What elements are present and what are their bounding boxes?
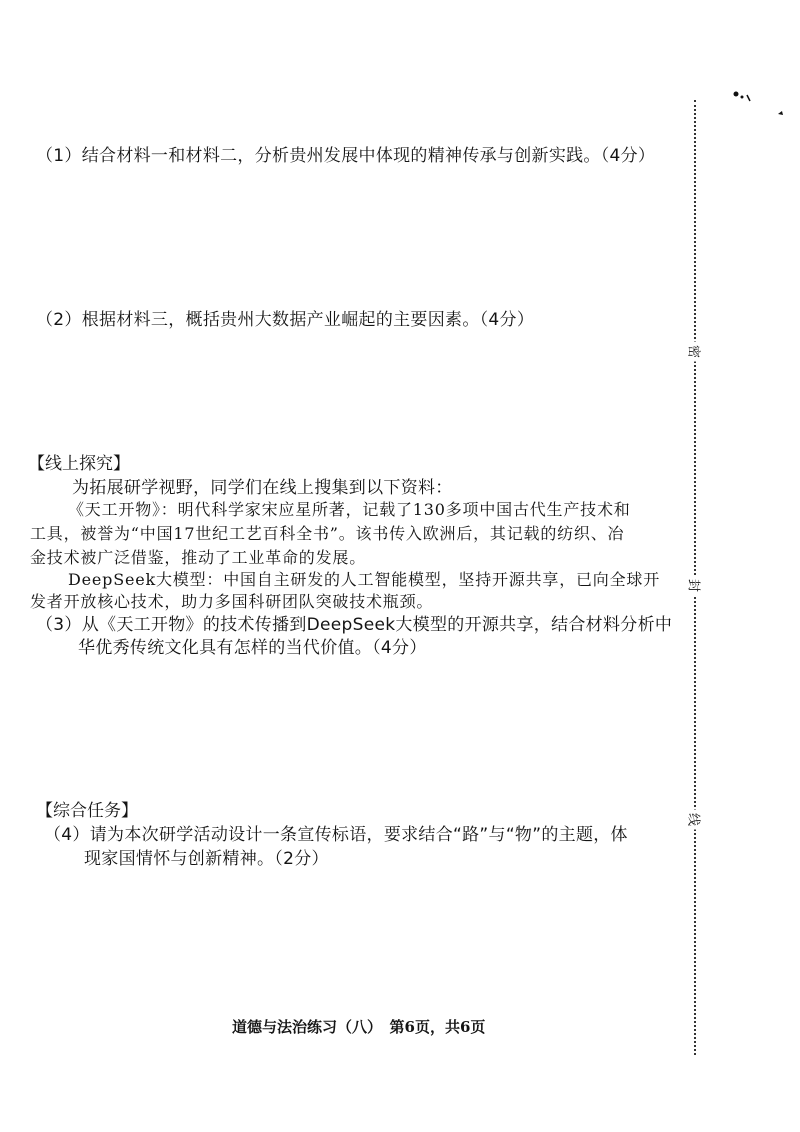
- online-section-intro: 为拓展研学视野，同学们在线上搜集到以下资料：: [72, 478, 453, 498]
- material-2-line-1: DeepSeek大模型：中国自主研发的人工智能模型，坚持开源共享，已向全球开: [68, 570, 661, 589]
- question-3-line-1: （3）从《天工开物》的技术传播到DeepSeek大模型的开源共享，结合材料分析中: [36, 615, 673, 635]
- material-1-line-1: 《天工开物》：明代科学家宋应星所著，记载了130多项中国古代生产技术和: [68, 500, 631, 519]
- material-1-line-2: 工具，被誉为“中国17世纪工艺百科全书”。该书传入欧洲后，其记载的纺织、冶: [30, 524, 625, 543]
- material-1-line-3: 金技术被广泛借鉴，推动了工业革命的发展。: [30, 548, 367, 567]
- question-4-line-1: （4）请为本次研学活动设计一条宣传标语，要求结合“路”与“物”的主题，体: [44, 825, 628, 845]
- comprehensive-section-title: 【综合任务】: [36, 801, 138, 821]
- question-3-line-2: 华优秀传统文化具有怎样的当代价值。（4分）: [78, 638, 427, 658]
- question-4-line-2: 现家国情怀与创新精神。（2分）: [84, 849, 329, 869]
- page-footer: 道德与法治练习（八） 第6页，共6页: [232, 1018, 486, 1036]
- binding-char-line: 线: [686, 810, 705, 830]
- binding-char-close: 封: [686, 576, 705, 596]
- binding-margin: [683, 100, 707, 1055]
- material-2-line-2: 发者开放核心技术，助力多国科研团队突破技术瓶颈。: [30, 592, 434, 611]
- ink-specks: [728, 86, 788, 126]
- online-section-title: 【线上探究】: [28, 454, 130, 474]
- question-1: （1）结合材料一和材料二，分析贵州发展中体现的精神传承与创新实践。（4分）: [36, 146, 656, 166]
- binding-char-seal: 密: [686, 342, 705, 362]
- question-2: （2）根据材料三，概括贵州大数据产业崛起的主要因素。（4分）: [36, 310, 535, 330]
